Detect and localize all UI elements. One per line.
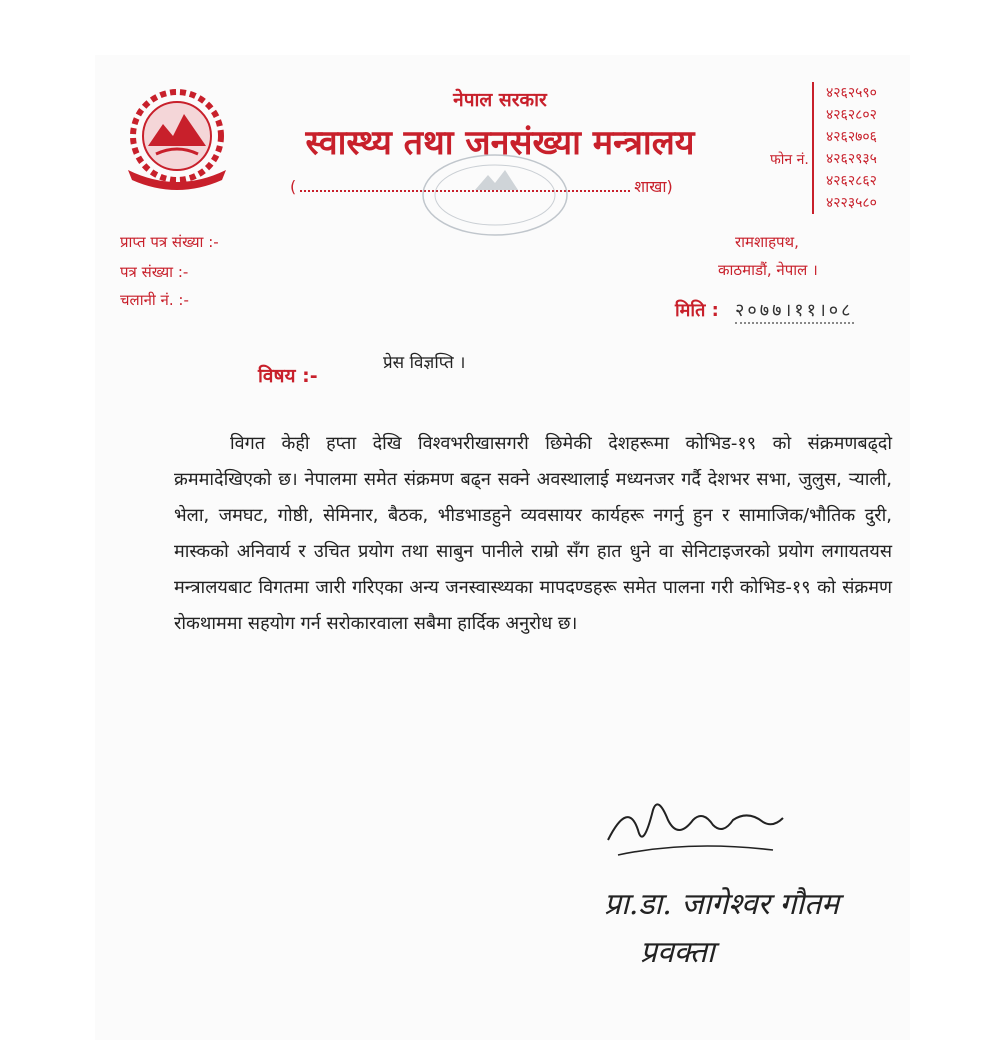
government-title: नेपाल सरकार: [453, 89, 547, 111]
phone-number: ४२६२८०२: [826, 107, 877, 123]
address-line2: काठमाडौं, नेपाल ।: [718, 261, 818, 279]
signature-scribble: [598, 790, 798, 870]
phone-number: ४२६२८६२: [826, 173, 877, 189]
ministry-seal-icon: [420, 150, 570, 240]
body-text: विगत केही हप्ता देखि विश्वभरीखासगरी छिमेकी देशहरूमा कोभिड-१९ को संक्रमणबढ्दो क्रममादेखिएको छ। नेपालमा समेत संक्रमण बढ्न सक्ने अवस्थालाई मध्यनजर गर्दै देशभर सभा, जुलुस, र्‍याली, भेला, जमघट, गोष्ठी, सेमिनार, बैठक, भीडभाडहुने व्यवसायर कार्यहरू नगर्नु हुन र सामाजिक/भौतिक दुरी, मास्कको अनिवार्य र उचित प्रयोग तथा साबुन पानीले राम्रो सँग हात धुने वा सेनिटाइजरको प्रयोग लगायतयस मन्त्रालयबाट विगतमा जारी गरिएका अन्य जनस्वास्थ्यका मापदण्डहरू समेत पालना गरी कोभिड-१९ को संक्रमण रोकथाममा सहयोग गर्न सरोकारवाला सबैमा हार्दिक अनुरोध छ।: [174, 433, 892, 634]
signatory-title: प्रवक्ता: [640, 935, 715, 970]
phone-number: ४२२३५८०: [826, 195, 877, 211]
letter-no: पत्र संख्या :-: [120, 263, 189, 281]
ministry-title: स्वास्थ्य तथा जनसंख्या मन्त्रालय: [305, 123, 695, 163]
signatory-name: प्रा.डा. जागेश्वर गौतम: [604, 887, 840, 922]
phone-number: ४२६२५९०: [826, 85, 877, 101]
date-label: मिति :: [675, 300, 719, 321]
phone-list: [812, 82, 877, 214]
date-value: २०७७।११।०८: [735, 298, 854, 324]
subject-value: प्रेस विज्ञप्ति ।: [383, 353, 466, 373]
dispatch-no: चलानी नं. :-: [120, 291, 189, 309]
branch-label: शाखा): [634, 177, 673, 196]
subject-label: विषय :-: [258, 365, 318, 387]
received-letter-no: प्राप्त पत्र संख्या :-: [120, 233, 219, 251]
address-line1: रामशाहपथ,: [735, 233, 799, 251]
phone-number: ४२६२९३५: [826, 151, 877, 167]
body-paragraph: [174, 426, 892, 642]
phone-label: फोन नं.: [770, 152, 809, 168]
phone-number: ४२६२७०६: [826, 129, 877, 145]
branch-open: (: [290, 177, 297, 196]
